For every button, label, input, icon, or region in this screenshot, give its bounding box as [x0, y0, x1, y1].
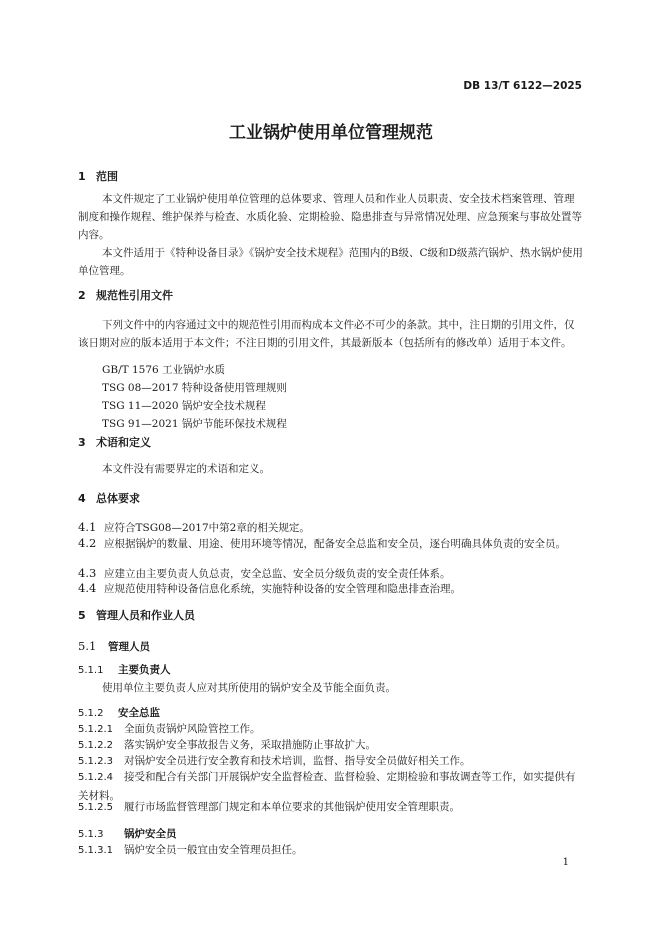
section-title: 范围 [96, 170, 118, 183]
section-5-heading [78, 607, 195, 623]
clause-item [78, 841, 583, 860]
clause-number: 5.1.2.1 [78, 724, 113, 735]
clause-item [78, 579, 583, 598]
clause-number: 5.1.2.5 [78, 802, 113, 813]
clause-text: 接受和配合有关部门开展锅炉安全监督检查、监督检验、定期检验和事故调查等工作，如实提供有关材料。 [78, 771, 576, 802]
clause-text: 履行市场监督管理部门规定和本单位要求的其他锅炉使用安全管理职责。 [124, 801, 460, 813]
subsection-5-1-1-heading [78, 658, 171, 677]
page-number: 1 [562, 857, 569, 868]
clause-number: 5.1.2.4 [78, 772, 113, 783]
section-title: 总体要求 [96, 492, 140, 505]
section-number: 3 [78, 436, 86, 449]
section-3-paragraph: 本文件没有需要界定的术语和定义。 [102, 463, 270, 475]
clause-text: 对锅炉安全员进行安全教育和技术培训，监督、指导安全员做好相关工作。 [124, 755, 471, 767]
subsection-title: 安全总监 [118, 707, 160, 719]
section-number: 2 [78, 289, 86, 302]
subsection-number: 5.1.3 [78, 829, 104, 840]
subsection-number: 5.1.2 [78, 708, 104, 719]
clause-number: 5.1.2.3 [78, 756, 113, 767]
section-number: 4 [78, 492, 86, 505]
clause-text: 锅炉安全员一般宜由安全管理员担任。 [124, 844, 303, 856]
subsection-5-1-3-heading [78, 822, 177, 841]
standard-code: DB 13/T 6122—2025 [463, 80, 582, 92]
reference-item: TSG 91—2021 锅炉节能环保技术规程 [102, 418, 287, 430]
document-title: 工业锅炉使用单位管理规范 [229, 123, 433, 143]
section-number: 1 [78, 170, 86, 183]
clause-item [78, 798, 583, 817]
section-1-paragraph-1: 本文件规定了工业锅炉使用单位管理的总体要求、管理人员和作业人员职责、安全技术档案管理、管理制度和操作规程、维护保养与检查、水质化验、定期检验、隐患排查与异常情况处理、应急预案与事故处置等内容。 [78, 193, 582, 241]
section-2-intro: 下列文件中的内容通过文中的规范性引用而构成本文件必不可少的条款。其中，注日期的引用文件，仅该日期对应的版本适用于本文件；不注日期的引用文件，其最新版本（包括所有的修改单）适用于本文件。 [78, 319, 575, 349]
section-1-paragraph-2: 本文件适用于《特种设备目录》《锅炉安全技术规程》范围内的B级、C级和D级蒸汽锅炉、热水锅炉使用单位管理。 [78, 247, 583, 277]
subsection-number: 5.1 [78, 639, 97, 653]
section-3-heading [78, 434, 151, 450]
subsection-title: 主要负责人 [118, 664, 171, 676]
section-4-heading [78, 490, 140, 506]
section-number: 5 [78, 609, 86, 622]
subsection-number: 5.1.1 [78, 665, 104, 676]
reference-item: GB/T 1576 工业锅炉水质 [102, 364, 226, 376]
clause-text: 应符合TSG08—2017中第2章的相关规定。 [104, 522, 310, 534]
reference-item: TSG 11—2020 锅炉安全技术规程 [102, 400, 266, 412]
clause-item [78, 534, 583, 553]
subsection-5-1-heading [78, 635, 150, 654]
section-title: 规范性引用文件 [96, 289, 173, 302]
clause-text: 应建立由主要负责人负总责，安全总监、安全员分级负责的安全责任体系。 [104, 568, 451, 580]
subsection-title: 锅炉安全员 [124, 828, 177, 840]
subsection-5-1-1-paragraph: 使用单位主要负责人应对其所使用的锅炉安全及节能全面负责。 [102, 682, 396, 694]
subsection-5-1-2-heading [78, 701, 160, 720]
section-title: 管理人员和作业人员 [96, 609, 195, 622]
clause-number: 4.1 [78, 520, 97, 534]
clause-text: 落实锅炉安全事故报告义务，采取措施防止事故扩大。 [124, 739, 376, 751]
clause-number: 4.3 [78, 566, 97, 580]
clause-number: 4.2 [78, 536, 97, 550]
section-2-heading [78, 287, 173, 303]
subsection-title: 管理人员 [108, 641, 150, 653]
clause-number: 5.1.2.2 [78, 740, 113, 751]
reference-item: TSG 08—2017 特种设备使用管理规则 [102, 382, 287, 394]
clause-number: 4.4 [78, 581, 97, 595]
section-1-heading [78, 168, 118, 184]
clause-number: 5.1.3.1 [78, 845, 113, 856]
section-title: 术语和定义 [96, 436, 151, 449]
clause-text: 全面负责锅炉风险管控工作。 [124, 723, 261, 735]
clause-text: 应根据锅炉的数量、用途、使用环境等情况，配备安全总监和安全员，逐台明确具体负责的安全员。 [104, 538, 566, 550]
clause-text: 应规范使用特种设备信息化系统，实施特种设备的安全管理和隐患排查治理。 [104, 583, 461, 595]
